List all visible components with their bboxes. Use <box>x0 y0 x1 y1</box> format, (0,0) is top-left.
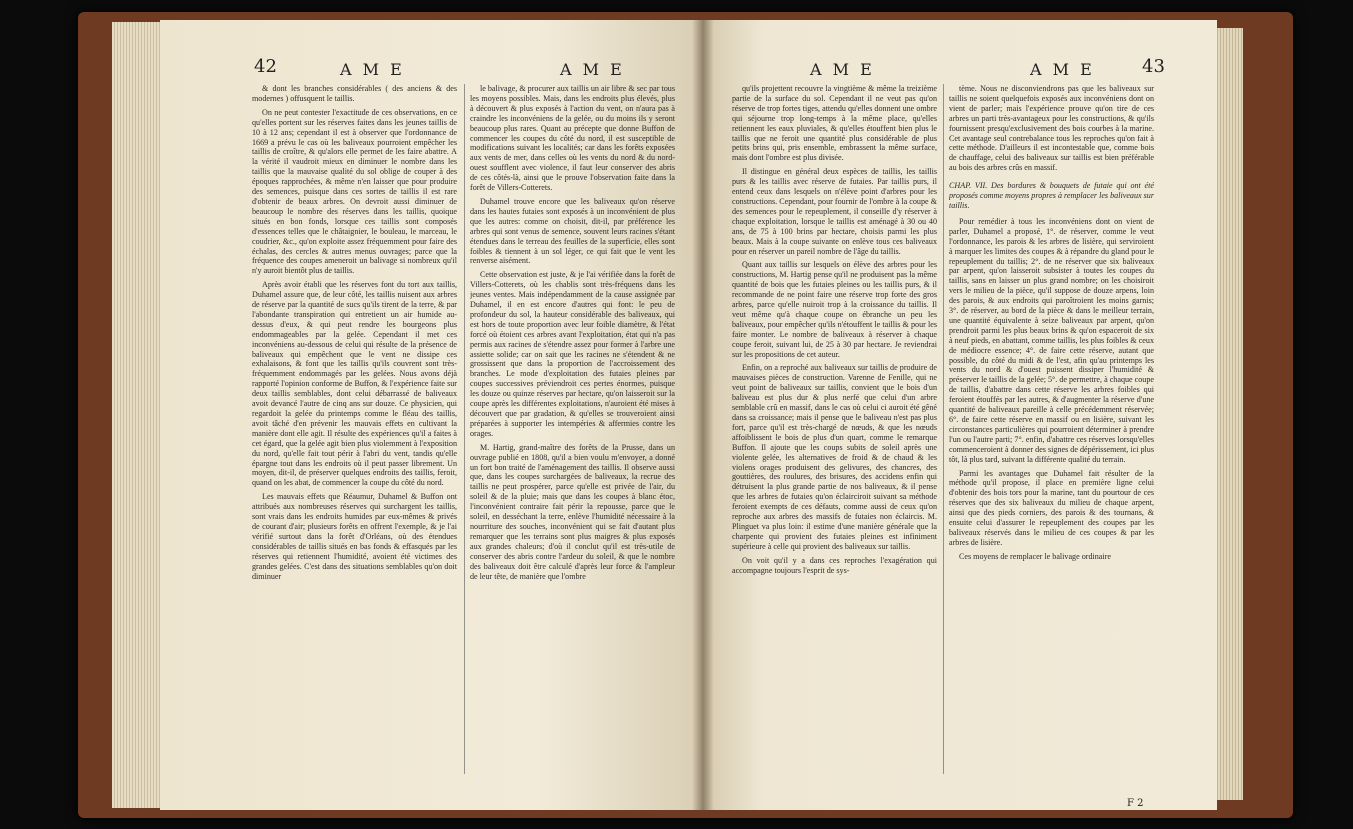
signature-mark: F 2 <box>1127 798 1144 809</box>
paragraph: & dont les branches considérables ( des anciens & des modernes ) offusquent le taillis. <box>252 84 457 103</box>
paragraph: Pour remédier à tous les inconvéniens dont on vient de parler, Duhamel a proposé, 1°. de réserver, comme le veut l'ordonnance, les parois & les arbres de lisière, qui serviroient à marquer les limites des coupes & à répandre du gland pour le repeuplement du taillis; 2°. de ne réserver que six baliveaux par arpent, qu'on laisseroit subsister à toutes les coupes du taillis, sans en laisser un plus grand nombre; on les choisiroit vers le milieu de la pièce, qu'il suppose de douze arpens, loin des parois, & aux endroits qui paroîtroient les moins garnis; 3°. de réserver, au bord de la pièce & dans le meilleur terrain, une quantité équivalente à seize baliveaux par arpent, qu'on prendroit parmi les plus beaux brins & qu'on espaceroit de six à neuf pieds, en abattant, comme taillis, les plus foibles & ceux de médiocre essence; 4°. de faire cette réserve, autant que possible, du côté du midi & de l'est, afin qu'au printemps les vents du nord & d'ouest puissent dissiper l'humidité & préserver le taillis de la gelée; 5°. de permettre, à chaque coupe de taillis, d'abattre dans cette réserve les arbres foibles qui feroient étouffés par les autres, & d'augmenter la réserve d'une quantité de baliveaux pareille à celle précédemment réservée; 6°. de faire cette réserve en massif ou en lisière, suivant les circonstances particulières qui pourroient déterminer à prendre l'un ou l'autre parti; 7°. enfin, d'abattre ces réserves lorsqu'elles commenceroient à donner des signes de dépérissement, ici plus tôt, là plus tard, suivant la différente qualité du terrain. <box>949 216 1154 464</box>
running-header-right-a: A M E <box>810 60 875 79</box>
running-header-right-b: A M E <box>1030 60 1095 79</box>
page-number-left: 42 <box>254 56 277 77</box>
paragraph: Quant aux taillis sur lesquels on élève des arbres pour les constructions, M. Hartig pense qu'il ne produisent pas la même quantité de bois que les futaies pleines ou les taillis purs, & il recommande de ne point faire une réserve trop forte des gros arbres, parce qu'elle nuiroit trop à la croissance du taillis. Il veut même qu'à chaque coupe on ébranche un peu les baliveaux, pour empêcher qu'ils n'étouffent le taillis & pour les faire monter. Le nombre de baliveaux à réserver à chaque coupe feroit, suivant lui, de 25 à 30 par hectare. Je reviendrai sur les propositions de cet auteur. <box>732 260 937 359</box>
page-stack-right <box>1215 28 1243 800</box>
left-page-column-2 <box>470 84 675 799</box>
book-gutter <box>692 20 714 810</box>
paragraph: Il distingue en général deux espèces de taillis, les taillis purs & les taillis avec réserve de futaies. Par taillis purs, il entend ceux dans lesquels on n'élève point d'arbres pour les constructions. Cependant, pour fournir de l'ombre à la coupe & des semences pour le repeuplement, il conseille d'y réserver à chaque exploitation, lorsque le taillis est aménagé à 30 ou 40 ans, de 75 à 100 brins par hectare, choisis parmi les plus beaux. Mais à la coupe suivante on enlève tous ces baliveaux pour en réserver un pareil nombre de l'âge du taillis. <box>732 167 937 256</box>
left-page <box>160 20 702 810</box>
paragraph: Ces moyens de remplacer le balivage ordinaire <box>959 551 1111 561</box>
right-page-column-1 <box>732 84 937 799</box>
page-number-right: 43 <box>1142 56 1165 77</box>
column-rule <box>464 84 465 774</box>
right-page <box>702 20 1217 810</box>
left-page-column-1 <box>252 84 457 799</box>
paragraph: On voit qu'il y a dans ces reproches l'exagération qui accompagne toujours l'esprit de sys- <box>732 555 937 575</box>
page-stack-left <box>112 22 166 808</box>
paragraph: qu'ils projettent recouvre la vingtième & même la treizième partie de la surface du sol. Cependant il ne veut pas qu'on réserve de trop fortes tiges, attendu qu'elles donnent une ombre qui séjourne trop long-temps à la même place, qu'elles retiennent les eaux pluviales, & qu'elles étouffent bien plus le taillis que ne feroit une quantité plus considérable de plus petits brins qui, pris ensemble, embrassent la même surface, mais dont l'ombre est plus divisée. <box>732 84 937 163</box>
paragraph: le balivage, & procurer aux taillis un air libre & sec par tous les moyens possibles. Mais, dans les endroits plus élevés, plus à découvert & plus exposés à l'action du vent, on n'aura pas à craindre les inconvéniens de la gelée, ou du moins ils y seront beaucoup plus rares. Quant au précepte que donne Buffon de commencer les coupes du côté du nord, il est susceptible de modifications suivant les localités; car dans les forêts exposées aux vents de mer, dans celles où les vents du nord & du nord-ouest soufflent avec violence, il faut leur conserver des abris de ces côtés-là, ainsi que le prouve l'observation faite dans la forêt de Villers-Cotterets. <box>470 84 675 193</box>
paragraph: Les mauvais effets que Réaumur, Duhamel & Buffon ont attribués aux nombreuses réserves qui surchargent les taillis, sont vrais dans les endroits humides par eux-mêmes & privés de courant d'air; plusieurs forêts en offrent l'exemple, & je l'ai vérifié surtout dans la forêt d'Orléans, où des étendues considérables de taillis situés en bas fonds & effasqués par les réserves qui retiennent l'humidité, avoient été victimes des grandes gelées. C'est dans des situations semblables qu'on doit diminuer <box>252 492 457 581</box>
right-page-column-2 <box>949 84 1154 799</box>
paragraph: Enfin, on a reproché aux baliveaux sur taillis de produire de mauvaises pièces de construction. Varenne de Fenille, qui ne veut point de baliveaux sur taillis, convient que le bois d'un baliveau est plus dur & plus nerfé que celui d'un arbre semblable crû en massif, dans le cas où celui ci auroit été gêné dans sa croissance; mais il pense que le baliveau n'est pas plus fort, parce qu'il est très-chargé de nœuds, & que les nœuds affoiblissent le bois de plus d'un quart, comme le remarque Buffon. Il ajoute que les coups subits de soleil après une violente gelée, les alternatives de froid & de chaud & les violens orages produisent des gelivures, des chancres, des gouttières, des roulures, des brisures, des accidens enfin qui détruisent la plus grande partie de nos baliveaux, & il pense que les arbres de futaies qu'on éclairciroit suivant sa méthode feroient exempts de ces défauts, comme aussi de ceux qu'on reproche aux arbres des massifs de futaies non éclaircis. M. Plinguet va plus loin: il estime d'une manière générale que la charpente qui provient des futaies pleines est infiniment supérieure à celle qui provient des baliveaux sur taillis. <box>732 363 937 551</box>
paragraph: Après avoir établi que les réserves font du tort aux taillis, Duhamel assure que, de leur côté, les taillis nuisent aux arbres de réserve par la quantité de sucs qu'ils tirent de la terre, & par l'abondante transpiration qui entretient un air humide au-dessus d'eux, & qui peut rendre les bourgeons plus endommageables par la gelée. Cependant il met ces inconvéniens au-dessous de celui qui résulte de la présence de baliveaux qui empêchent que le vent ne dissipe ces exhalaisons, & font que les taillis qu'ils couvrent sont très-fréquemment endommagés par les gelées. Nous avons déjà rapporté l'opinion conforme de Buffon, & l'expérience faite sur deux taillis semblables, dont celui débarrassé de baliveaux avoit devancé l'autre de cinq ans sur douze. Ce physicien, qui regardoit la gelée du printemps comme le fléau des taillis, avoit tâché d'en prévenir les mauvais effets en cultivant la manière dont elle agit. Il résulte des expériences qu'il a faites à cet égard, que la gelée agit bien plus violemment à l'exposition du nord, qu'elle fait tout périr à l'abri du vent, tandis qu'elle épargne tout dans les endroits où il peut passer librement. Un moyen, dit-il, de préserver quelques endroits des taillis, feroit, quand on les abat, de commencer la coupe du côté du nord. <box>252 280 457 488</box>
paragraph: On ne peut contester l'exactitude de ces observations, en ce qu'elles portent sur les réserves faites dans les jeunes taillis de 10 à 12 ans; cependant il est à observer que l'ordonnance de 1669 a prévu le cas où les baliveaux pourroient empêcher les taillis de croître, & qu'alors elle permet de les faire abattre. A la vérité il vaudroit mieux en diminuer le nombre dans les taillis que la mauvaise qualité du sol oblige de couper à des époques rapprochées, & même n'en laisser que pour produire des semences, puisque dans ces sortes de taillis il est rare d'obtenir de beaux arbres. On devroit aussi diminuer de beaucoup le nombre des réserves dans les taillis, quoique situés en bon fonds, lorsque ces taillis sont composés d'essences telles que le châtaignier, le bouleau, le marceau, le coudrier, &c., qu'on exploite assez fréquemment pour faire des échalas, des cercles & autres menus ouvrages; parce que la fréquence des coupes ameneroit un balivage si nombreux qu'il n'y auroit bientôt plus de taillis. <box>252 107 457 276</box>
paragraph: Parmi les avantages que Duhamel fait résulter de la méthode qu'il propose, il place en première ligne celui d'obtenir des bois tors pour la marine, tant du pourtour de ces réserves que des six baliveaux du milieu de chaque arpent, ainsi que des pieds corniers, des parois & des tournans, & ensuite celui d'assurer le repeuplement des coupes par les baliveaux réservés dans le milieu de ces coupes & par les arbres de lisière. <box>949 468 1154 547</box>
running-header-left-a: A M E <box>340 60 405 79</box>
paragraph: tème. Nous ne disconviendrons pas que les baliveaux sur taillis ne soient quelquefois exposés aux inconvéniens dont on vient de parler; mais l'expérience prouve qu'on tire de ces arbres un parti très-avantageux pour les constructions, & qu'ils fournissent presqu'exclusivement des bois courbes à la marine. Cet avantage seul contrebalance tous les reproches qu'on fait à cette méthode. D'ailleurs il est incontestable que, comme bois de chauffage, celui des baliveaux sur taillis est bien préférable au bois des arbres crûs en massif. <box>949 84 1154 173</box>
running-header-left-b: A M E <box>560 60 625 79</box>
paragraph: Cette observation est juste, & je l'ai vérifiée dans la forêt de Villers-Cotterets, où les chablis sont très-fréquens dans les jeunes ventes. Mais indépendamment de la cause assignée par Duhamel, il en est encore d'autres qui font: le peu de profondeur du sol, la hauteur considérable des baliveaux, qui est hors de toute proportion avec leur foible diamètre, & l'état forcé où étoient ces arbres avant l'exploitation, état qui n'a pas permis aux racines de s'étendre assez pour former à l'arbre une assiette solide; car on sait que les racines ne s'étendent & ne grossissent que dans la proportion de l'accroissement des branches. Le mode d'exploitation des futaies pleines par coupes successives préviendroit ces pertes énormes, puisque les douze ou quinze réserves par hectare, qu'on laisseroit sur la coupe après les différentes exploitations, n'auroient été mises à découvert que par gradation, & qu'elles se trouveroient ainsi préparées à supporter les intempéries & affermies contre les orages. <box>470 270 675 438</box>
paragraph: Duhamel trouve encore que les baliveaux qu'on réserve dans les hautes futaies sont exposés à un inconvénient de plus que les autres: comme on choisit, dit-il, par préférence les arbres qui sont venus de semence, souvent leurs racines s'étant étendues dans le terreau des feuilles de la superficie, elles sont foibles & tiennent à un sol léger, ce qui fait que le vent les renverse aisément. <box>470 196 675 266</box>
column-rule <box>943 84 944 774</box>
paragraph: M. Hartig, grand-maître des forêts de la Prusse, dans un ouvrage publié en 1808, qu'il a bien voulu m'envoyer, a donné un fort bon traité de l'aménagement des taillis. Il observe aussi que, dans les coupes surchargées de baliveaux, la recrue des taillis ne peut prospérer, parce qu'elle est privée de l'air, du soleil & de la pluie; mais que dans les coupes à blanc étoc, l'inconvénient contraire fait périr la repousse, parce que le soleil, en desséchant la terre, enlève l'humidité nécessaire à la nourriture des souches, inconvénient qui se fait d'autant plus remarquer que les terrains sont plus maigres & plus exposés aux grandes chaleurs; d'où il conclut qu'il est très-utile de conserver des abris contre l'ardeur du soleil, & que le nombre des baliveaux doit être calculé d'après leur force & l'ampleur de leur tête, de manière que l'ombre <box>470 442 675 581</box>
chapter-heading: CHAP. VII. Des bordures & bouquets de futaie qui ont été proposés comme moyens propres à remplacer les baliveaux sur taillis. <box>949 181 1154 210</box>
